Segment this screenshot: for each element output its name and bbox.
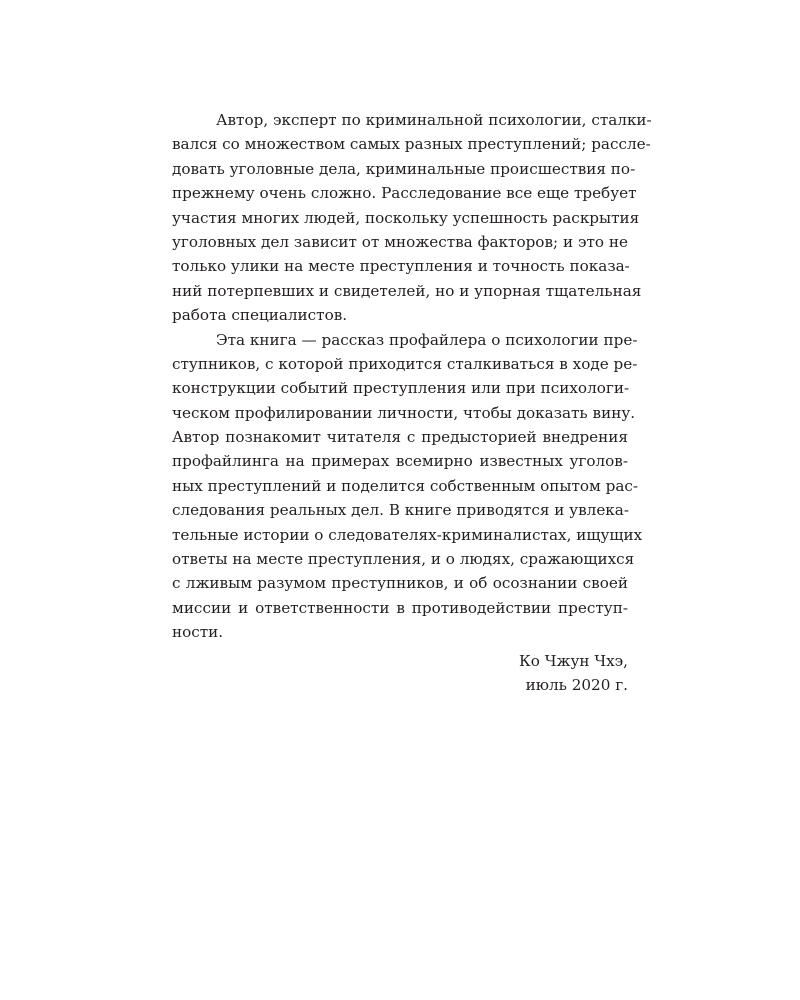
paragraph-2-line-4: ческом профилировании личности, чтобы доказать вину. xyxy=(172,403,636,422)
paragraph-2-line-2: ступников, с которой приходится сталкиваться в ходе ре- xyxy=(172,354,638,373)
paragraph-2-line-1: Эта книга — рассказ профайлера о психологии пре- xyxy=(216,330,638,349)
paragraph-2-line-6: профайлинга на примерах всемирно известных уголов- xyxy=(172,452,628,471)
signature-date: июль 2020 г. xyxy=(525,676,628,695)
paragraph-1-line-1: Автор, эксперт по криминальной психологии, сталки- xyxy=(216,111,652,129)
paragraph-1-line-4: прежнему очень сложно. Расследование все еще требует xyxy=(172,184,637,203)
paragraph-1-line-3: довать уголовные дела, криминальные происшествия по- xyxy=(172,159,636,178)
paragraph-2-line-12: миссии и ответственности в противодействии преступ- xyxy=(172,598,628,617)
paragraph-2-line-11: с лживым разумом преступников, и об осознании своей xyxy=(172,574,628,593)
paragraph-1-line-8: ний потерпевших и свидетелей, но и упорная тщательная xyxy=(172,281,642,300)
paragraph-2-line-3: конструкции событий преступления или при психологи- xyxy=(172,379,630,398)
paragraph-2-line-13: ности. xyxy=(172,623,224,642)
signature-block xyxy=(519,649,628,698)
main-text xyxy=(172,108,652,645)
paragraph-2-line-5: Автор познакомит читателя с предысторией внедрения xyxy=(172,428,628,447)
paragraph-1-line-5: участия многих людей, поскольку успешность раскрытия xyxy=(172,208,640,227)
paragraph-2-line-8: следования реальных дел. В книге приводятся и увлека- xyxy=(172,501,629,520)
paragraph-2-line-9: тельные истории о следователях-криминалистах, ищущих xyxy=(172,525,643,544)
paragraph-1-line-6: уголовных дел зависит от множества факторов; и это не xyxy=(172,232,628,251)
signature-author: Ко Чжун Чхэ, xyxy=(519,652,628,670)
paragraph-1-line-9: работа специалистов. xyxy=(172,306,348,325)
paragraph-1-line-7: только улики на месте преступления и точность показа- xyxy=(172,257,630,276)
paragraph-2-line-7: ных преступлений и поделится собственным опытом рас- xyxy=(172,476,639,495)
paragraph-1-line-2: вался со множеством самых разных преступлений; рассле- xyxy=(172,135,651,154)
paragraph-2-line-10: ответы на месте преступления, и о людях, сражающихся xyxy=(172,550,635,569)
